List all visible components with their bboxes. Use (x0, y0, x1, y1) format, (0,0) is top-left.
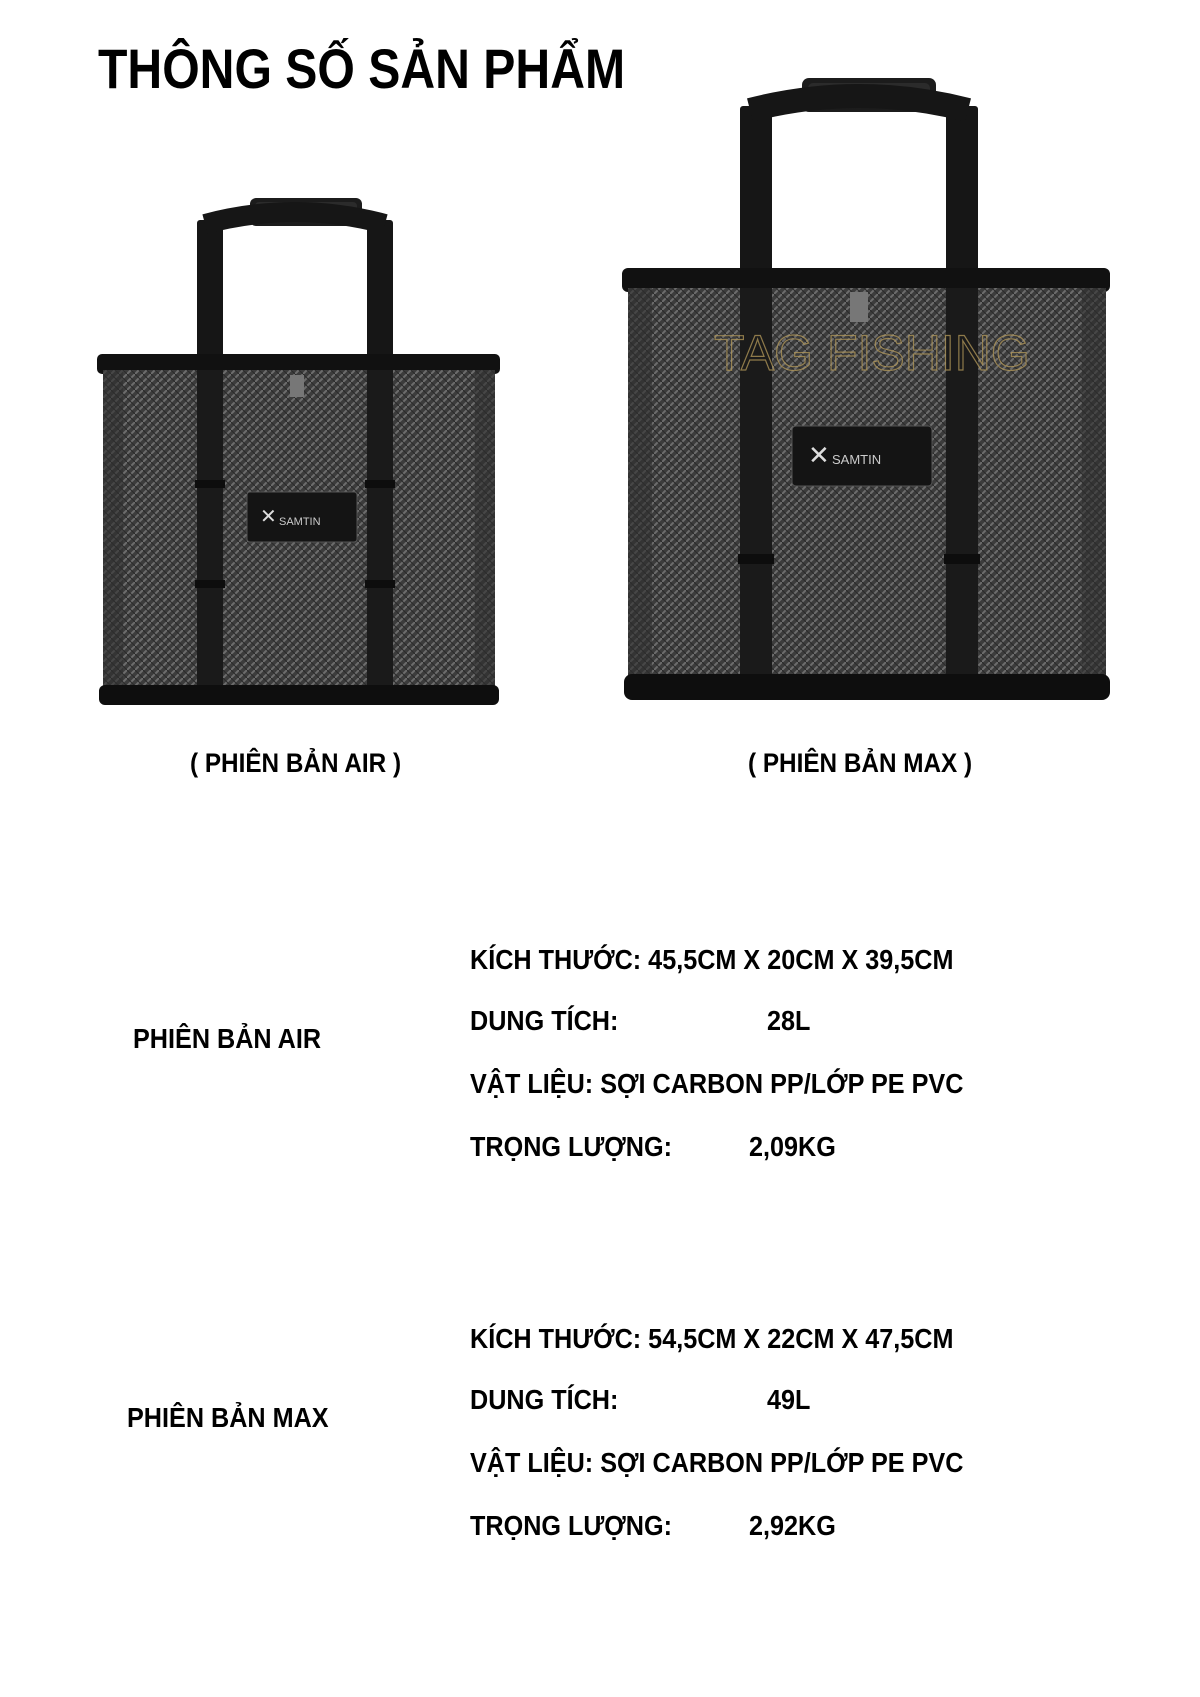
max-weight-value: 2,92KG (749, 1510, 836, 1541)
air-bag-image (95, 190, 505, 710)
max-brand-logo: SAMTIN (832, 452, 882, 467)
air-capacity-value: 28L (767, 1005, 811, 1036)
air-brand-logo: SAMTIN (279, 516, 321, 528)
air-variant-name: PHIÊN BẢN AIR (133, 1023, 322, 1054)
max-size-value: 54,5CM X 22CM X 47,5CM (648, 1323, 954, 1354)
max-spec-capacity (470, 1384, 848, 1416)
max-bag-image (622, 70, 1117, 710)
air-material-value: SỢI CARBON PP/LỚP PE PVC (600, 1068, 964, 1099)
air-size-value: 45,5CM X 20CM X 39,5CM (648, 944, 954, 975)
max-spec-weight (470, 1510, 848, 1542)
air-spec-size (470, 944, 954, 976)
air-size-label: KÍCH THƯỚC: (470, 944, 642, 975)
air-material-label: VẬT LIỆU: (470, 1068, 594, 1099)
air-spec-capacity (470, 1005, 848, 1037)
watermark-text: TAG FISHING (714, 325, 1030, 381)
max-capacity-value: 49L (767, 1384, 811, 1415)
max-variant-name: PHIÊN BẢN MAX (127, 1402, 329, 1433)
air-spec-material (470, 1068, 963, 1100)
max-size-label: KÍCH THƯỚC: (470, 1323, 642, 1354)
max-spec-size (470, 1323, 954, 1355)
max-capacity-label: DUNG TÍCH: (470, 1384, 619, 1415)
air-weight-value: 2,09KG (749, 1131, 836, 1162)
air-weight-label: TRỌNG LƯỢNG: (470, 1131, 672, 1162)
air-caption: ( PHIÊN BẢN AIR ) (190, 748, 402, 778)
max-spec-material (470, 1447, 963, 1479)
max-weight-label: TRỌNG LƯỢNG: (470, 1510, 672, 1541)
svg-text:✕: ✕ (808, 440, 830, 470)
svg-text:✕: ✕ (856, 90, 867, 104)
page-title: THÔNG SỐ SẢN PHẨM (98, 37, 626, 100)
svg-text:✕: ✕ (260, 506, 277, 528)
max-material-label: VẬT LIỆU: (470, 1447, 594, 1478)
max-caption: ( PHIÊN BẢN MAX ) (748, 748, 973, 778)
air-capacity-label: DUNG TÍCH: (470, 1005, 619, 1036)
air-spec-weight (470, 1131, 848, 1163)
max-material-value: SỢI CARBON PP/LỚP PE PVC (600, 1447, 964, 1478)
svg-text:✕: ✕ (295, 209, 304, 220)
